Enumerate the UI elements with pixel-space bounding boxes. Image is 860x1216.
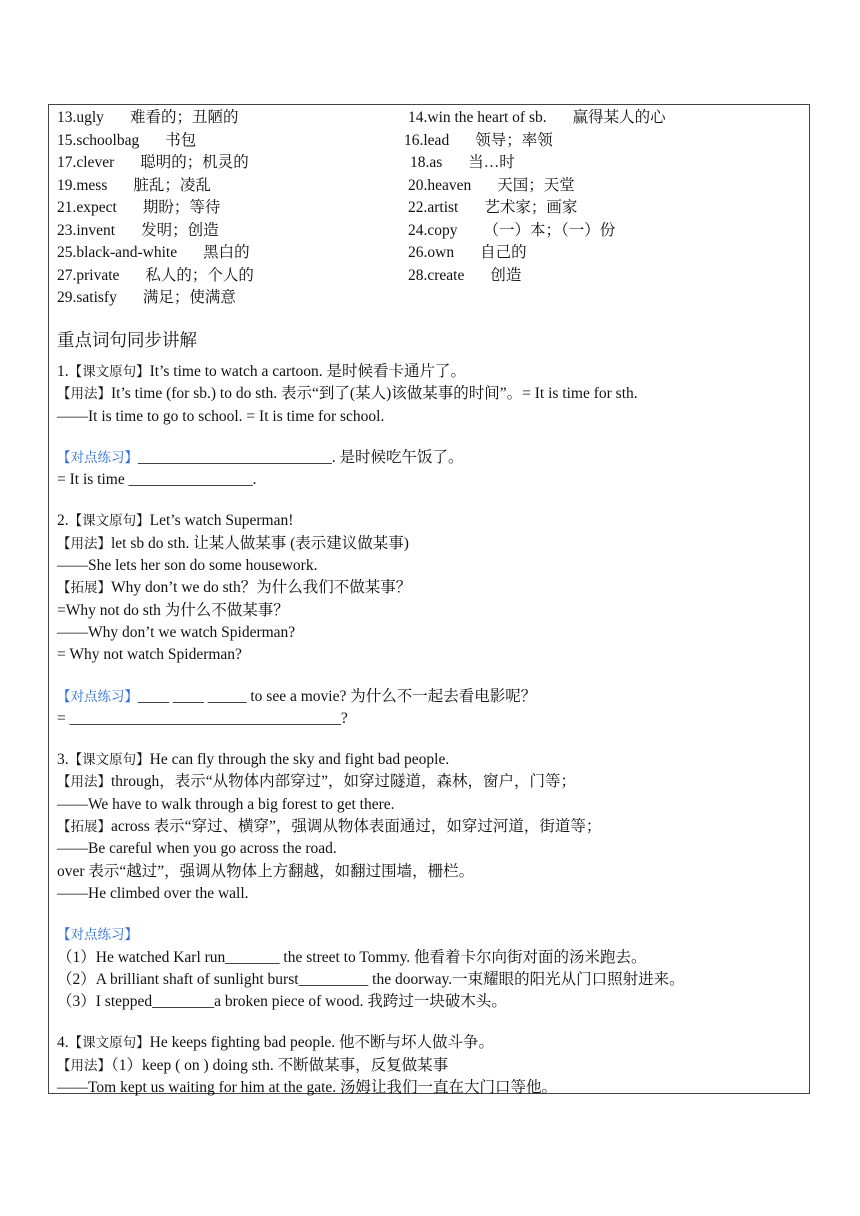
vocab-term: 14.win the heart of sb. <box>408 109 547 126</box>
practice-label: 【对点练习】 <box>57 449 138 465</box>
vocab-row <box>57 220 797 243</box>
practice-text: （3）I stepped________a broken piece of wood. 我跨过一块破木头。 <box>57 993 507 1011</box>
item-text: ——Be careful when you go across the road. <box>57 840 337 858</box>
explanation-item-1 <box>57 361 805 491</box>
item-text: ——She lets her son do some housework. <box>57 557 318 575</box>
vocab-meaning: 赢得某人的心 <box>572 109 666 126</box>
item-number: 4. <box>57 1034 69 1052</box>
vocab-term: 26.own <box>408 244 455 261</box>
item-text: It’s time (for sb.) to do sth. 表示“到了(某人)该做某事的时间”。= It is time for sth. <box>111 385 638 403</box>
vocab-meaning: （一）本；（一）份 <box>483 221 616 239</box>
vocab-term: 28.create <box>408 266 465 284</box>
item-text: He can fly through the sky and fight bad people. <box>149 751 450 769</box>
vocab-term: 19.mess <box>57 176 108 194</box>
item-line <box>57 861 805 883</box>
section-title: 重点词句同步讲解 <box>57 330 197 350</box>
item-line <box>57 622 805 644</box>
vocab-row <box>57 152 797 175</box>
item-line <box>57 1055 805 1077</box>
practice-line <box>57 947 805 969</box>
explanation-item-3 <box>57 749 805 1013</box>
vocab-term: 15.schoolbag <box>57 131 140 149</box>
vocab-meaning: 私人的；个人的 <box>145 266 254 284</box>
content-frame <box>48 104 810 1097</box>
item-tag: 【课文原句】 <box>68 752 150 768</box>
vocab-meaning: 聪明的；机灵的 <box>140 154 249 171</box>
item-text: through，表示“从物体内部穿过”，如穿过隧道，森林，窗户，门等； <box>111 773 576 791</box>
item-line <box>57 883 805 905</box>
explanation-section <box>57 327 805 1099</box>
item-tag: 【用法】 <box>57 386 111 402</box>
practice-line <box>57 686 805 708</box>
practice-line <box>57 447 805 469</box>
practice-line <box>57 469 805 491</box>
vocab-term: 21.expect <box>57 199 117 216</box>
item-text: Let’s watch Superman! <box>149 512 294 530</box>
vocab-term: 16.lead <box>404 131 450 149</box>
item-text: ——Tom kept us waiting for him at the gate. 汤姆让我们一直在大门口等他。 <box>57 1079 558 1097</box>
item-number: 1. <box>57 363 69 380</box>
item-line <box>57 406 805 428</box>
vocab-term: 18.as <box>410 154 443 171</box>
item-line <box>57 816 805 838</box>
practice-text: ____ ____ _____ to see a movie? 为什么不一起去看电影呢？ <box>138 687 537 705</box>
vocab-row <box>57 175 797 198</box>
vocab-meaning: 难看的；丑陋的 <box>129 109 239 126</box>
vocab-meaning: 艺术家；画家 <box>484 199 578 216</box>
vocab-meaning: 天国；天堂 <box>497 176 575 194</box>
practice-line <box>57 969 805 991</box>
vocab-term: 20.heaven <box>408 176 472 194</box>
item-text: Why don’t we do sth？为什么我们不做某事？ <box>111 579 412 597</box>
item-text: （1）keep ( on ) doing sth. 不断做某事，反复做某事 <box>111 1056 449 1074</box>
vocab-meaning: 创造 <box>490 266 522 284</box>
item-line <box>57 533 805 555</box>
item-number: 3. <box>57 751 69 769</box>
vocab-term: 29.satisfy <box>57 289 117 306</box>
vocab-term: 13.ugly <box>57 109 104 126</box>
item-tag: 【课文原句】 <box>68 513 150 529</box>
practice-text: （2）A brilliant shaft of sunlight burst_________ the doorway.一束耀眼的阳光从门口照射进来。 <box>57 970 685 988</box>
vocab-row <box>57 242 797 265</box>
vocab-row <box>57 265 797 288</box>
vocab-meaning: 黑白的 <box>203 244 250 261</box>
item-line <box>57 555 805 577</box>
vocab-term: 24.copy <box>408 221 458 239</box>
vocabulary-list <box>57 107 797 310</box>
item-line <box>57 600 805 622</box>
vocab-meaning: 当…时 <box>468 154 515 171</box>
practice-line <box>57 708 805 730</box>
vocab-meaning: 脏乱；凌乱 <box>133 176 211 194</box>
item-line <box>57 1077 805 1099</box>
vocab-row <box>57 287 797 310</box>
practice-label: 【对点练习】 <box>57 927 138 943</box>
vocab-row <box>57 107 797 130</box>
explanation-item-2 <box>57 510 805 730</box>
item-text: It’s time to watch a cartoon. 是时候看卡通片了。 <box>149 363 467 380</box>
item-line <box>57 383 805 405</box>
item-number: 2. <box>57 512 69 530</box>
item-line <box>57 749 805 771</box>
practice-text: = ___________________________________? <box>57 709 348 727</box>
vocab-row <box>57 130 797 153</box>
practice-text: （1）He watched Karl run_______ the street to Tommy. 他看着卡尔向街对面的汤米跑去。 <box>57 948 647 966</box>
explanation-item-4 <box>57 1032 805 1099</box>
item-line <box>57 794 805 816</box>
item-text: ——We have to walk through a big forest to get there. <box>57 795 395 813</box>
vocab-meaning: 书包 <box>165 131 197 149</box>
item-tag: 【拓展】 <box>57 819 111 835</box>
item-text: ——It is time to go to school. = It is time for school. <box>57 407 385 425</box>
item-text: let sb do sth. 让某人做某事 (表示建议做某事) <box>111 534 409 552</box>
vocab-term: 22.artist <box>408 199 459 216</box>
item-tag: 【课文原句】 <box>68 1035 150 1051</box>
practice-line <box>57 991 805 1013</box>
item-tag: 【课文原句】 <box>68 364 150 379</box>
practice-text: = It is time ________________. <box>57 471 257 489</box>
vocab-row <box>57 197 797 220</box>
vocab-meaning: 领导；率领 <box>475 131 553 149</box>
item-line <box>57 1032 805 1054</box>
item-text: =Why not do sth 为什么不做某事？ <box>57 601 289 619</box>
vocab-meaning: 发明；创造 <box>141 221 219 239</box>
item-tag: 【用法】 <box>57 535 111 551</box>
practice-label: 【对点练习】 <box>57 688 138 704</box>
item-line <box>57 838 805 860</box>
vocab-term: 25.black-and-white <box>57 244 178 261</box>
item-text: He keeps fighting bad people. 他不断与坏人做斗争。 <box>149 1034 495 1052</box>
vocab-term: 23.invent <box>57 221 116 239</box>
item-text: ——He climbed over the wall. <box>57 884 249 902</box>
vocab-term: 27.private <box>57 266 120 284</box>
vocab-meaning: 期盼；等待 <box>142 199 221 216</box>
item-text: = Why not watch Spiderman? <box>57 646 242 664</box>
vocab-meaning: 满足；使满意 <box>142 289 236 306</box>
practice-text: _________________________. 是时候吃午饭了。 <box>138 448 464 466</box>
item-text: ——Why don’t we watch Spiderman? <box>57 623 296 641</box>
item-line <box>57 771 805 793</box>
item-line <box>57 361 805 383</box>
item-line <box>57 577 805 599</box>
item-tag: 【用法】 <box>57 1057 111 1073</box>
item-tag: 【用法】 <box>57 774 111 790</box>
item-line <box>57 510 805 532</box>
vocab-term: 17.clever <box>57 154 115 171</box>
item-line <box>57 644 805 666</box>
item-tag: 【拓展】 <box>57 580 111 596</box>
item-text: over 表示“越过”，强调从物体上方翻越，如翻过围墙，栅栏。 <box>57 862 475 880</box>
item-text: across 表示“穿过、横穿”，强调从物体表面通过，如穿过河道，街道等； <box>111 818 602 836</box>
practice-line <box>57 924 805 946</box>
vocab-meaning: 自己的 <box>480 244 527 261</box>
